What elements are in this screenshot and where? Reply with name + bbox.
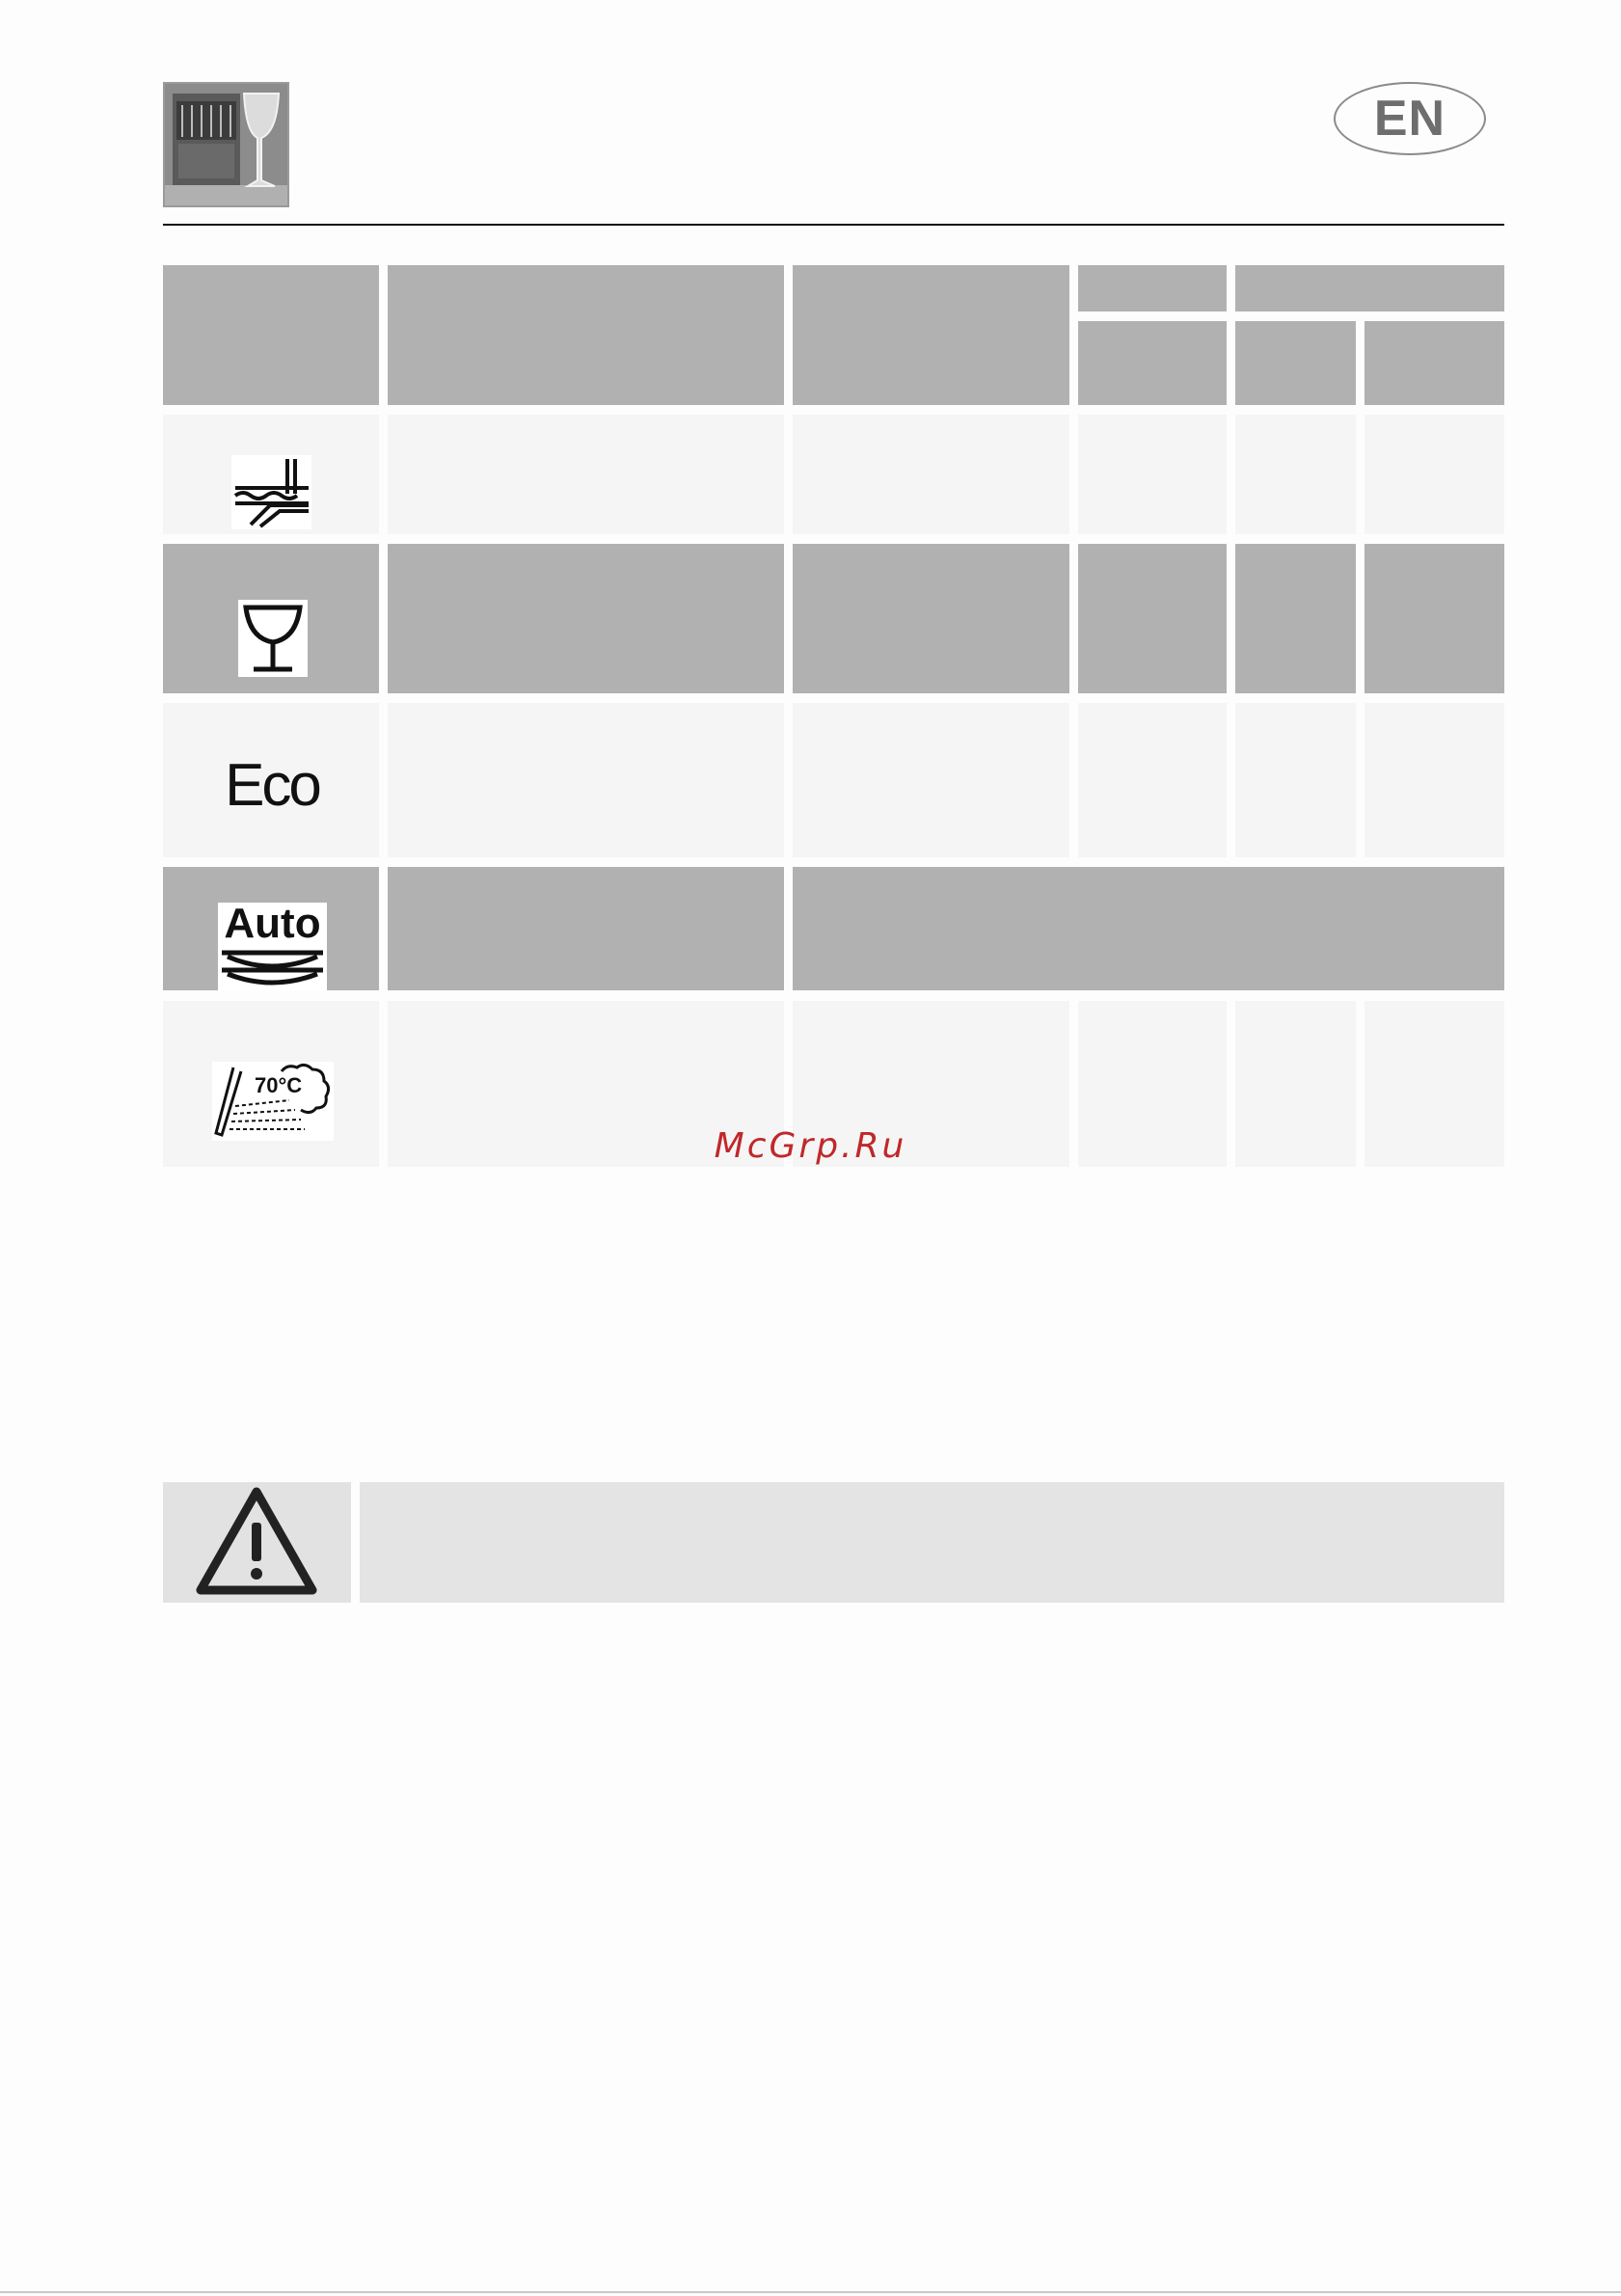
- table-cell: [163, 415, 379, 534]
- table-cell: [1078, 544, 1227, 693]
- table-cell: [793, 703, 1069, 857]
- table-header-cell: [1235, 265, 1504, 311]
- table-cell: [793, 415, 1069, 534]
- table-cell: [793, 544, 1069, 693]
- table-cell: [1235, 415, 1356, 534]
- warning-text-box: [360, 1482, 1504, 1603]
- table-merged-cell: [793, 867, 1504, 990]
- temperature-label: 70°C: [255, 1073, 303, 1097]
- table-header-cell: [1364, 321, 1504, 405]
- header-divider: [163, 224, 1504, 226]
- table-cell: [1078, 703, 1227, 857]
- table-header-cell: [1078, 321, 1227, 405]
- table-cell: [388, 415, 784, 534]
- table-cell: [1235, 544, 1356, 693]
- auto-icon-label: Auto: [224, 900, 321, 947]
- warning-icon-cell: [163, 1482, 351, 1603]
- table-cell: [1364, 703, 1504, 857]
- table-cell: [1078, 415, 1227, 534]
- table-header-cell: [388, 265, 784, 405]
- table-cell: [163, 703, 379, 857]
- table-cell: [388, 544, 784, 693]
- table-cell: [163, 867, 379, 990]
- table-cell: [1235, 703, 1356, 857]
- footer-divider: [0, 2291, 1621, 2293]
- table-header-cell: [1078, 265, 1227, 311]
- language-badge: [1334, 82, 1486, 155]
- table-cell: [388, 867, 784, 990]
- table-cell: [1364, 544, 1504, 693]
- auto-icon: [218, 900, 327, 990]
- watermark-text: McGrp.Ru: [714, 1126, 907, 1166]
- table-cell: [163, 544, 379, 693]
- table-header-cell: [793, 265, 1069, 405]
- table-header-cell: [1235, 321, 1356, 405]
- table-cell: [388, 703, 784, 857]
- language-code: EN: [1373, 91, 1446, 147]
- dishwasher-glass-logo-icon: [165, 84, 287, 205]
- table-header-cell: [163, 265, 379, 405]
- warning-triangle-icon: [163, 1482, 351, 1603]
- glass-icon: [238, 600, 308, 677]
- eco-icon: Eco: [225, 751, 319, 819]
- pre-wash-icon: [231, 455, 311, 529]
- dishwasher-logo: [163, 82, 289, 207]
- table-cell: [1364, 415, 1504, 534]
- plates-icon: [218, 945, 327, 987]
